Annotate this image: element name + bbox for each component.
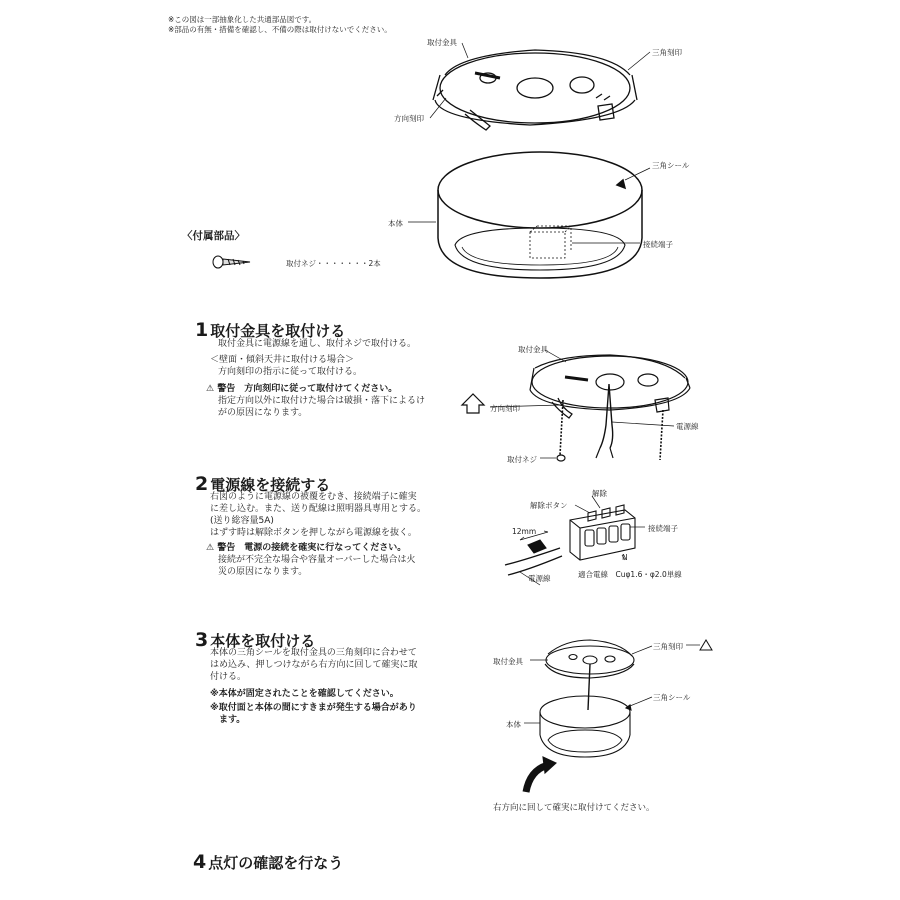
step-3-fig-triangle-seal-label: 三角シール [653,693,691,702]
step-2-warning-line-2: 災の原因になります。 [218,567,308,577]
step-3-fig-triangle-mark-label: 三角刻印 [653,642,683,651]
top-body-label: 本体 [388,219,403,228]
step-1-warning-text: 警告 方向刻印に従って取付けてください。 [217,384,398,394]
step-2-fig-terminal-label: 接続端子 [648,524,678,533]
step-1-fig-direction-label: 方向刻印 [490,404,520,413]
step-3-note-2: ※取付面と本体の間にすきまが発生する場合があり [210,703,417,713]
step-2-warning-text: 警告 電源の接続を確実に行なってください。 [217,543,407,553]
top-triangle-mark-label: 三角刻印 [652,48,682,57]
step-2-fig-release-button-label: 解除ボタン [530,501,568,510]
step-1-warning-line-1: 指定方向以外に取付けた場合は破損・落下によるけ [218,396,426,406]
step-3-line-3: 付ける。 [210,672,247,682]
step-2-fig-wire-spec: 適合電線 Cuφ1.6・φ2.0単線 [578,570,682,579]
step-3-note-1: ※本体が固定されたことを確認してください。 [210,689,399,699]
step-3-note-3: ます。 [210,715,246,725]
top-terminal-label: 接続端子 [643,240,673,249]
step-1-number: 1 [195,319,209,341]
step-2-fig-release-label: 解除 [592,489,607,498]
header-note-1: ※この図は一部抽象化した共通部品図です。 [168,15,317,24]
step-3-fig-bracket-label: 取付金具 [493,657,523,666]
warning-icon: ⚠ [206,543,215,553]
step-1-fig-bracket-label: 取付金具 [518,345,548,354]
step-4-heading [193,851,343,873]
step-1-fig-power-label: 電源線 [676,422,699,431]
step-3-line-1: 本体の三角シールを取付金具の三角刻印に合わせて [210,648,417,658]
step-2-line-4: はずす時は解除ボタンを押しながら電源線を抜く。 [210,528,417,538]
top-direction-mark-label: 方向刻印 [394,114,424,123]
top-triangle-seal-label: 三角シール [652,161,690,170]
step-1-title: 取付金具を取付ける [210,322,346,340]
step-4-number: 4 [193,851,207,873]
step-1-warning-line-2: がの原因になります。 [218,408,308,418]
step-2-warning-line-1: 接続が不完全な場合や容量オーバーした場合は火 [218,555,416,565]
step-1-sub-line: 方向刻印の指示に従って取付ける。 [218,367,363,377]
step-2-line-3: (送り総容量5A) [210,516,274,526]
step-3-fig-caption: 右方向に回して確実に取付けてください。 [493,803,655,813]
step-3-number: 3 [195,629,209,651]
step-2-line-1: 右図のように電源線の被覆をむき、接続端子に確実 [210,492,417,502]
step-1-fig-screw-label: 取付ネジ [507,455,537,464]
step-2-fig-n-label: N [622,553,628,562]
step-2-fig-strip-label: 12mm [512,527,537,536]
step-1-sub-heading: ＜壁面・傾斜天井に取付ける場合＞ [210,355,355,365]
accessory-screw-label: 取付ネジ・・・・・・・2本 [286,259,381,268]
warning-icon: ⚠ [206,384,215,394]
step-2-title: 電源線を接続する [210,476,331,494]
header-note-2: ※部品の有無・措備を確認し、不備の際は取付けないでください。 [168,25,392,34]
top-bracket-label: 取付金具 [427,38,457,47]
step-2-number: 2 [195,473,209,495]
step-2-fig-power-label: 電源線 [528,574,551,583]
step-2-line-2: に差し込む。また、送り配線は照明器具専用とする。 [210,504,427,514]
step-1-line-1: 取付金具に電源線を通し、取付ネジで取付ける。 [218,339,417,349]
accessories-title: 〈付属部品〉 [182,230,245,242]
step-3-line-2: はめ込み、押しつけながら右方向に回して確実に取 [210,660,418,670]
step-4-title: 点灯の確認を行なう [208,854,344,872]
step-3-title: 本体を取付ける [210,632,316,650]
step-3-fig-body-label: 本体 [506,720,521,729]
